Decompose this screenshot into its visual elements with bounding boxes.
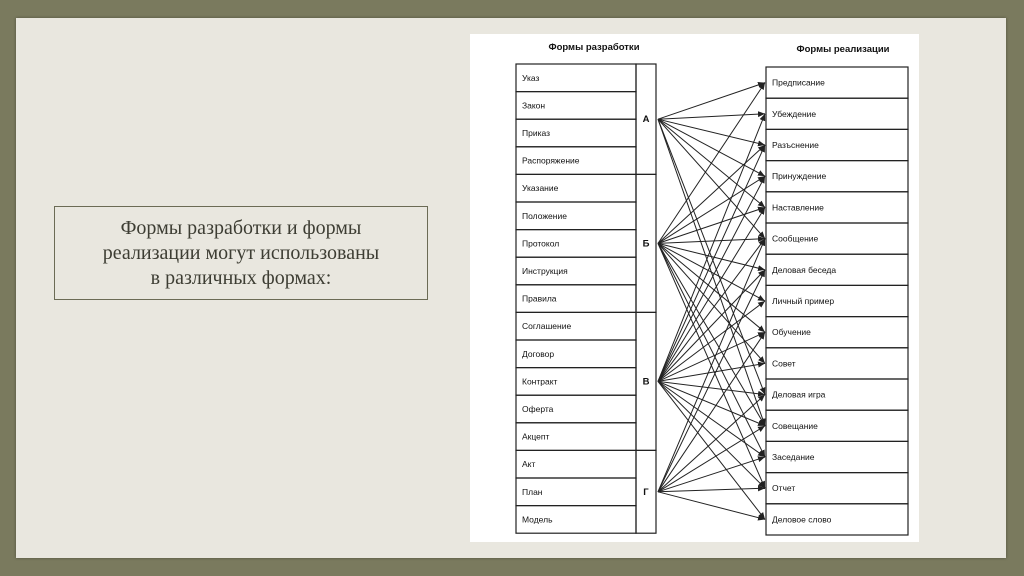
connection-arrow — [658, 114, 765, 119]
connection-arrow — [658, 243, 765, 301]
right-item-label: Деловое слово — [772, 514, 832, 525]
left-item-label: Указание — [522, 183, 559, 194]
left-item-label: Правила — [522, 293, 557, 304]
right-item-label: Личный пример — [772, 296, 835, 306]
group-label: Б — [642, 238, 650, 250]
right-item-label: Отчет — [772, 483, 796, 494]
connection-arrow — [658, 207, 765, 243]
left-item-label: Соглашение — [522, 321, 572, 332]
connection-arrow — [658, 395, 765, 492]
connection-arrow — [658, 119, 765, 238]
left-item-label: Инструкция — [522, 266, 568, 276]
left-item-label: Распоряжение — [522, 155, 580, 166]
connection-arrow — [658, 492, 765, 520]
connection-arrow — [658, 488, 765, 492]
left-item-label: Положение — [522, 210, 567, 221]
group-label: В — [642, 376, 650, 388]
slide — [16, 18, 1006, 558]
connection-arrow — [658, 243, 765, 425]
right-item-label: Принуждение — [772, 171, 827, 182]
group-label: А — [642, 114, 650, 126]
left-title: Формы разработки — [548, 42, 640, 53]
left-item-label: Модель — [522, 514, 553, 525]
left-item-label: Договор — [522, 348, 555, 359]
right-item-label: Убеждение — [772, 108, 817, 119]
left-item-label: Акт — [522, 459, 536, 470]
right-item-label: Совещание — [772, 420, 818, 431]
right-item-label: Деловая беседа — [772, 264, 837, 275]
right-item-label: Разъснение — [772, 140, 819, 150]
left-item-label: Акцепт — [522, 431, 550, 442]
forms-diagram — [470, 34, 919, 542]
right-item-label: Деловая игра — [772, 389, 826, 400]
connection-arrow — [658, 239, 765, 382]
right-title: Формы реализации — [796, 44, 890, 55]
left-item-label: Закон — [522, 100, 546, 111]
right-item-label: Наставление — [772, 202, 824, 213]
connection-arrow — [658, 239, 765, 244]
caption-box — [54, 206, 428, 300]
right-item-label: Обучение — [772, 327, 811, 338]
right-item-label: Сообщение — [772, 233, 819, 244]
group-label: Г — [643, 486, 649, 498]
left-item-label: Приказ — [522, 128, 551, 138]
diagram-svg — [470, 34, 919, 542]
left-item-label: План — [522, 486, 543, 497]
connection-arrow — [658, 83, 765, 120]
left-item-label: Оферта — [522, 404, 554, 414]
connection-arrow — [658, 381, 765, 488]
connection-arrow — [658, 83, 765, 244]
right-item-label: Заседание — [772, 452, 815, 462]
left-item-label: Указ — [522, 72, 540, 83]
right-item-label: Предписание — [772, 77, 825, 88]
left-item-label: Протокол — [522, 238, 560, 249]
caption-text: Формы разработки и формы реализации могут использованы в различных формах: — [102, 216, 380, 289]
right-item-label: Совет — [772, 358, 796, 369]
connection-arrow — [658, 119, 765, 176]
connection-arrow — [658, 457, 765, 492]
left-item-label: Контракт — [522, 376, 558, 387]
